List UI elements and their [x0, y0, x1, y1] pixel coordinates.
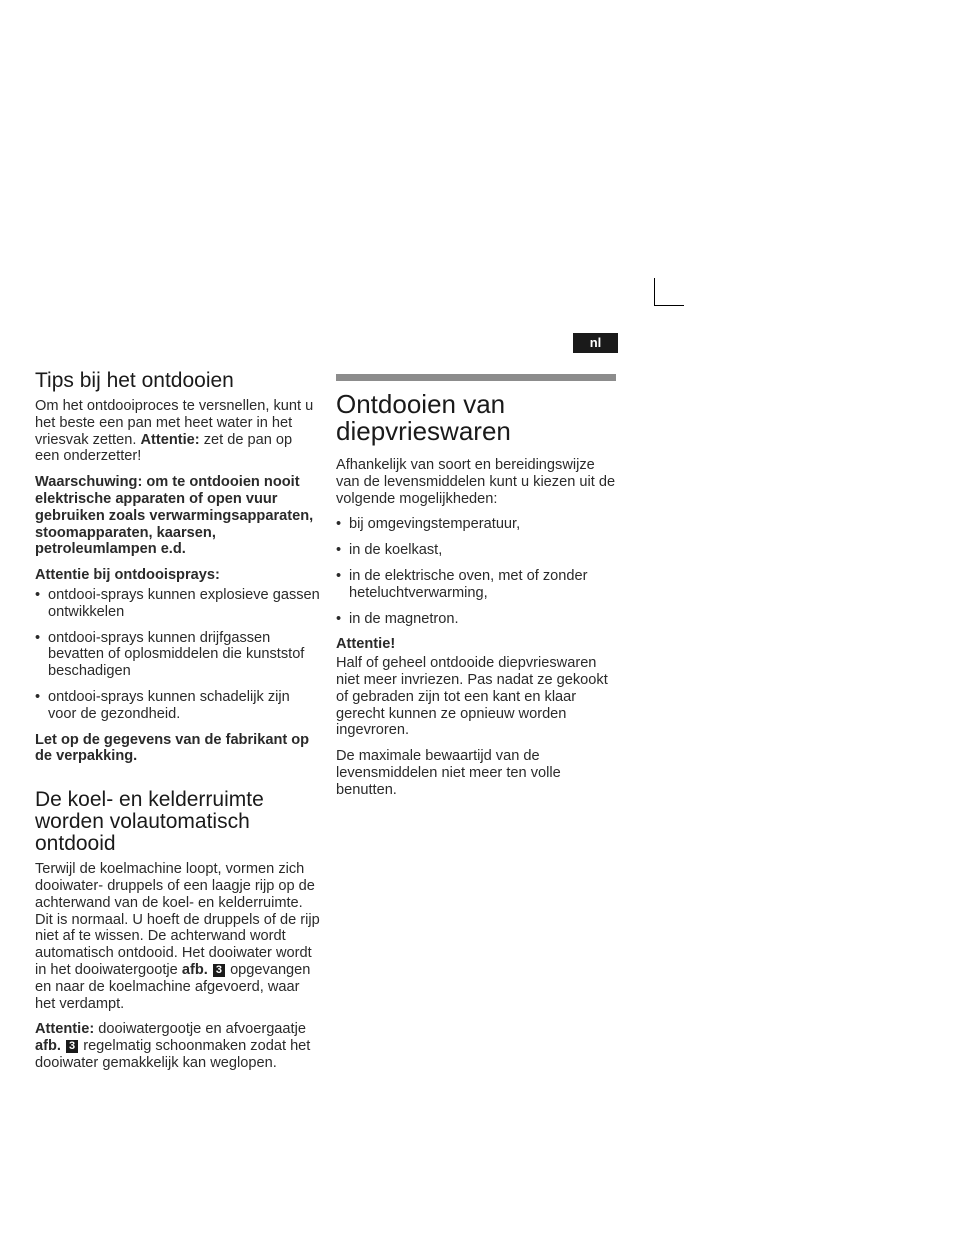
tips-attention-label: Attentie:: [140, 431, 200, 448]
list-item: • in de elektrische oven, met of zonder heteluchtverwarming,: [336, 568, 618, 602]
warning-paragraph: Waarschuwing: om te ontdooien nooit elektrische apparaten of open vuur gebruiken zoals verwarmingsapparaten, stoomapparaten, kaarsen, petroleumlampen e.d.: [35, 474, 314, 558]
attention-paragraph: Half of geheel ontdooide diepvrieswaren niet meer invriezen. Pas nadat ze gekookt of gebraden zijn tot een kant en klaar gerecht kunnen ze opnieuw worden ingevroren.: [336, 655, 608, 739]
main-heading: Ontdooien van diepvrieswaren: [336, 389, 511, 446]
left-column: [35, 370, 320, 1081]
figure-number-badge: 3: [66, 1040, 78, 1053]
drain-attention-label: Attentie:: [35, 1021, 95, 1038]
tips-heading: Tips bij het ontdooien: [35, 369, 234, 392]
crop-mark-vertical: [654, 278, 655, 306]
manufacturer-note: Let op de gegevens van de fabrikant op de verpakking.: [35, 731, 310, 765]
sprays-label: Attentie bij ontdooisprays:: [35, 567, 220, 584]
auto-defrost-text: Terwijl de koelmachine loopt, vormen zich dooiwater- druppels of een laagje rijp op de achterwand van de koel- en kelderruimte. Dit is normaal. U hoeft de druppels of de rijp niet af te wissen. De achterwand wordt automatisch ontdooid. Het dooiwater wordt in het dooiwatergootje: [35, 861, 320, 978]
drain-attention-tail: regelmatig schoonmaken zodat het dooiwater gemakkelijk kan weglopen.: [35, 1038, 311, 1071]
list-item: • ontdooi-sprays kunnen explosieve gassen ontwikkelen: [35, 587, 320, 621]
crop-mark-horizontal: [654, 305, 684, 306]
drain-attention-text: dooiwatergootje en afvoergaatje: [98, 1021, 306, 1038]
attention-label: Attentie!: [336, 636, 396, 653]
list-item: • ontdooi-sprays kunnen drijfgassen bevatten of oplosmiddelen die kunststof beschadigen: [35, 630, 320, 680]
list-item: • in de koelkast,: [336, 542, 618, 559]
list-item: • bij omgevingstemperatuur,: [336, 516, 618, 533]
options-list: [336, 516, 618, 627]
figure-reference-label: afb.: [35, 1038, 61, 1055]
tips-paragraph: [35, 398, 320, 465]
tips-paragraph-text: Om het ontdooiproces te versnellen, kunt u het beste een pan met heet water in het vriesvak zetten.: [35, 398, 314, 448]
auto-defrost-heading: De koel- en kelderruimte worden volautomatisch ontdooid: [35, 788, 264, 856]
right-column: [336, 374, 618, 808]
sprays-list: [35, 587, 320, 723]
section-rule: [336, 374, 616, 381]
figure-number-badge: 3: [213, 964, 225, 977]
storage-paragraph: De maximale bewaartijd van de levensmiddelen niet meer ten volle benutten.: [336, 748, 561, 798]
auto-defrost-paragraph: [35, 861, 320, 1012]
list-item: • ontdooi-sprays kunnen schadelijk zijn voor de gezondheid.: [35, 689, 320, 723]
figure-reference-label: afb.: [181, 961, 208, 978]
tips-paragraph-tail: zet de pan op een onderzetter!: [35, 431, 293, 465]
language-badge: nl: [573, 333, 618, 353]
intro-paragraph: Afhankelijk van soort en bereidingswijze van de levensmiddelen kunt u kiezen uit de volgende mogelijkheden:: [336, 457, 616, 507]
list-item: • in de magnetron.: [336, 611, 618, 628]
drain-attention-paragraph: [35, 1021, 320, 1071]
auto-defrost-tail: opgevangen en naar de koelmachine afgevoerd, waar het verdampt.: [35, 961, 311, 1012]
